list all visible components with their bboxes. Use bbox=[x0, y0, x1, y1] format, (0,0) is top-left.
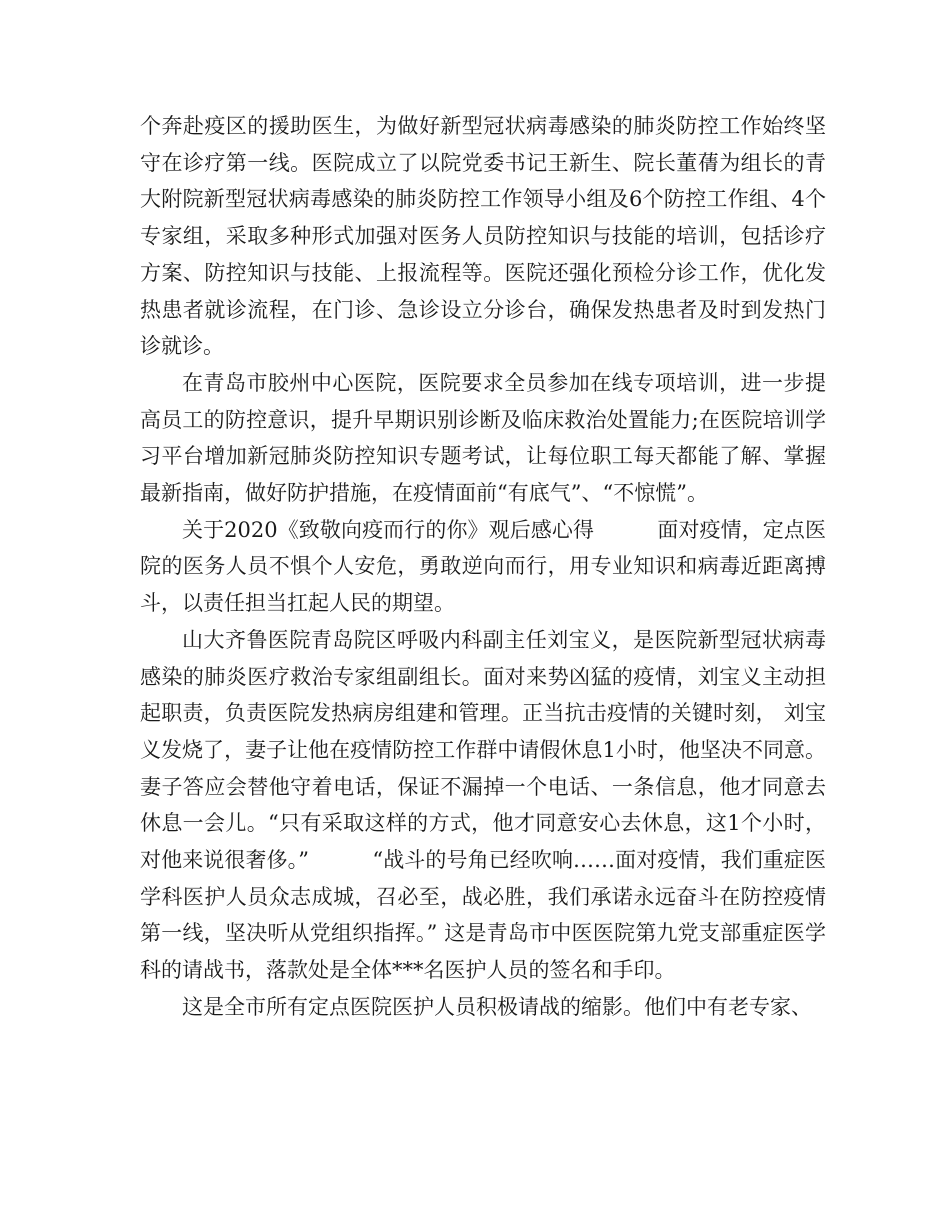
paragraph-1: 个奔赴疫区的援助医生，为做好新型冠状病毒感染的肺炎防控工作始终坚守在诊疗第一线。医院成立了以院党委书记王新生、院长董蒨为组长的青大附院新型冠状病毒感染的肺炎防控工作领导小组及6个防控工作组、4个专家组，采取多种形式加强对医务人员防控知识与技能的培训，包括诊疗方案、防控知识与技能、上报流程等。医院还强化预检分诊工作，优化发热患者就诊流程，在门诊、急诊设立分诊台，确保发热患者及时到发热门诊就诊。 bbox=[140, 114, 826, 359]
paragraph-3: 关于2020《致敬向疫而行的你》观后感心得 面对疫情，定点医院的医务人员不惧个人安危，勇敢逆向而行，用专业知识和病毒近距离搏斗，以责任担当扛起人民的期望。 bbox=[140, 517, 826, 616]
paragraph-4: 山大齐鲁医院青岛院区呼吸内科副主任刘宝义，是医院新型冠状病毒感染的肺炎医疗救治专家组副组长。面对来势凶猛的疫情，刘宝义主动担起职责，负责医院发热病房组建和管理。正当抗击疫情的关键时刻， 刘宝义发烧了，妻子让他在疫情防控工作群中请假休息1小时，他坚决不同意。妻子答应会替他守着电话，保证不漏掉一个电话、一条信息，他才同意去休息一会儿。“只有采取这样的方式，他才同意安心去休息，这1个小时，对他来说很奢侈。” “战斗的号角已经吹响……面对疫情，我们重症医学科医护人员众志成城，召必至，战必胜，我们承诺永远奋斗在防控疫情第一线，坚决听从党组织指挥。” 这是青岛市中医医院第九党支部重症医学科的请战书，落款处是全体***名医护人员的签名和手印。 bbox=[140, 627, 826, 983]
document-body bbox=[140, 108, 826, 1026]
paragraph-5: 这是全市所有定点医院医护人员积极请战的缩影。他们中有老专家、 bbox=[182, 994, 812, 1019]
paragraph-2: 在青岛市胶州中心医院，医院要求全员参加在线专项培训，进一步提高员工的防控意识，提升早期识别诊断及临床救治处置能力;在医院培训学习平台增加新冠肺炎防控知识专题考试，让每位职工每天都能了解、掌握最新指南，做好防护措施，在疫情面前“有底气”、“不惊慌”。 bbox=[140, 370, 826, 506]
